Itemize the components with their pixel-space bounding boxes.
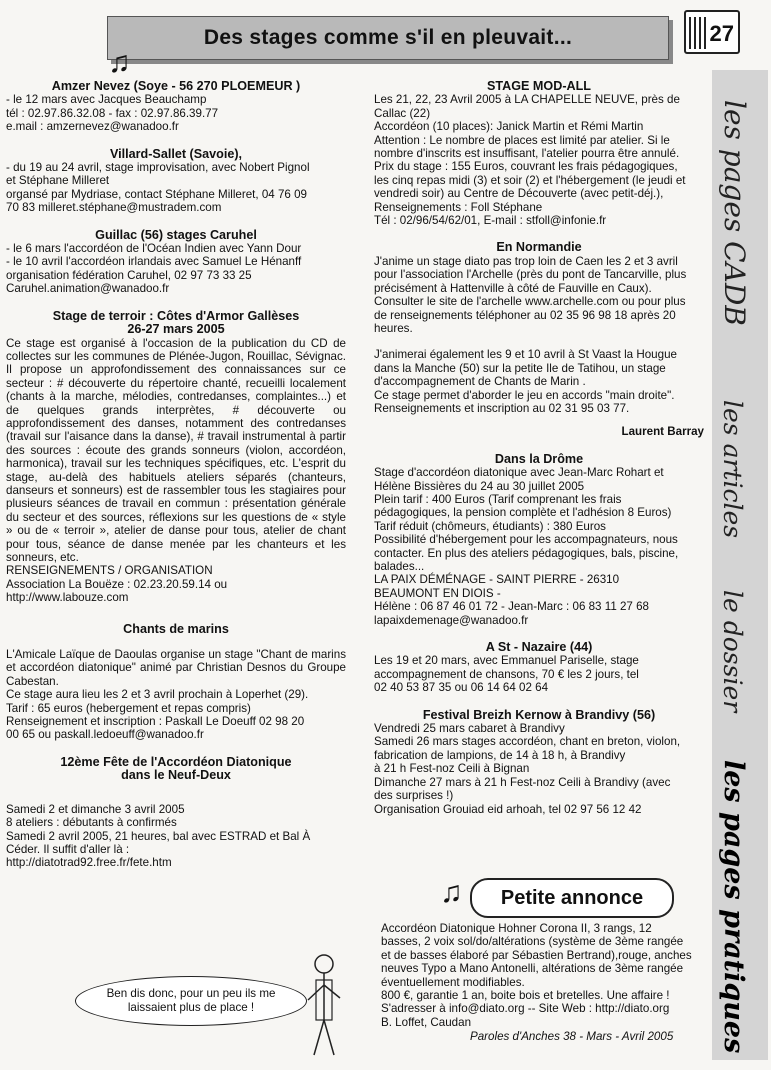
normandie-line: de renseignements téléphoner au 02 35 96 98 18 après 20 [374, 308, 676, 322]
drome-line: Hélène : 06 87 46 01 72 - Jean-Marc : 06 83 11 27 68 [374, 600, 650, 614]
sidebar-item-pages-pratiques: les pages pratiques [718, 760, 749, 1054]
villard-line: - du 19 au 24 avril, stage improvisation, avec Nobert Pignol [6, 161, 310, 175]
normandie-line: d'accompagnement de Chants de Marin . [374, 375, 586, 389]
fete-title: 12ème Fête de l'Accordéon Diatonique [60, 754, 292, 769]
amzer-title: Amzer Nevez (Soye - 56 270 PLOEMEUR ) [51, 79, 301, 93]
drome-line: Possibilité d'hébergement pour les accompagnateurs, nous [374, 533, 678, 547]
marins-line: Renseignement et inscription : Paskall Le Doeuff 02 98 20 [6, 715, 305, 729]
annonce-line: 800 €, garantie 1 an, boite bois et bretelles. Une affaire ! [381, 989, 670, 1003]
annonce-block [381, 922, 711, 1029]
modall-line: Renseignements : Foll Stéphane [374, 200, 543, 214]
page-number: 27 [684, 10, 740, 54]
modall-line: Tél : 02/96/54/62/01, E-mail : stfoll@infonie.fr [374, 214, 607, 228]
page-banner-title: Des stages comme s'il en pleuvait... [107, 16, 669, 60]
bubble-line: Ben dis donc, pour un peu ils me [106, 987, 276, 1000]
amzer-line: tél : 02.97.86.32.08 - fax : 02.97.86.39.77 [6, 106, 219, 120]
modall-line: nombre d'inscrits est insuffisant, l'atelier pourra être annulé. [374, 147, 680, 161]
speech-bubble [75, 976, 307, 1026]
fete-line: 8 ateliers : débutants à confirmés [6, 816, 177, 830]
villard-line: organsé par Mydriase, contact Stéphane Milleret, 04 76 09 [6, 187, 307, 201]
nazaire-title: A St - Nazaire (44) [485, 640, 593, 655]
fete-line: Céder. Il suffit d'aller là : [6, 842, 130, 856]
sidebar-item-dossier: le dossier [718, 590, 747, 713]
left-column [6, 80, 346, 870]
bubble-line: laissaient plus de place ! [127, 1001, 255, 1014]
amzer-line: - le 12 mars avec Jacques Beauchamp [6, 93, 207, 107]
guillac-line: - le 10 avril l'accordéon irlandais avec Samuel Le Hénanff [6, 255, 302, 269]
breizh-line: des surprises !) [374, 789, 454, 803]
amzer-line: e.mail : amzernevez@wanadoo.fr [6, 120, 179, 134]
nazaire-line: accompagnement de chansons, 70 € les 2 jours, tel [374, 667, 639, 681]
drome-line: Stage d'accordéon diatonique avec Jean-Marc Rohart et [374, 466, 664, 480]
drome-title: Dans la Drôme [494, 451, 584, 466]
breizh-line: Vendredi 25 mars cabaret à Brandivy [374, 722, 565, 736]
sidebar-item-pages-cadb: les pages CADB [718, 100, 751, 326]
drome-line: Plein tarif : 400 Euros (Tarif comprenant les frais [374, 492, 622, 506]
normandie-line: J'animerai également les 9 et 10 avril à St Vaast la Hougue [374, 348, 677, 362]
marins-title: Chants de marins [123, 621, 229, 636]
marins-line: 00 65 ou paskall.ledoeuff@wanadoo.fr [6, 728, 204, 742]
breizh-line: Samedi 26 mars stages accordéon, chant en breton, violon, [374, 735, 681, 749]
terroir-contact: http://www.labouze.com [6, 591, 129, 605]
modall-line: Accordéon (10 places): Janick Martin et Rémi Martin [374, 120, 644, 134]
petite-annonce-title: Petite annonce [470, 878, 674, 918]
breizh-line: Dimanche 27 mars à 21 h Fest-noz Ceili à Brandivy (avec [374, 775, 671, 789]
marins-line: Ce stage aura lieu les 2 et 3 avril prochain à Loperhet (29). [6, 688, 309, 702]
fete-subtitle: dans le Neuf-Deux [121, 768, 231, 783]
modall-line: les cinq repas midi (3) et soir (2) et l'hébergement (le jeudi et [374, 173, 686, 187]
breizh-line: à 21 h Fest-noz Ceili à Bignan [374, 762, 530, 776]
annonce-line: basses, 2 voix sol/do/altérations (système de 3ème rangée [381, 935, 684, 949]
fete-line: Samedi 2 avril 2005, 21 heures, bal avec ESTRAD et Bal À [6, 829, 311, 843]
normandie-title: En Normandie [496, 240, 582, 255]
annonce-line: éventuellement modifiables. [381, 975, 525, 989]
normandie-signature: Laurent Barray [621, 425, 704, 439]
drome-line: lapaixdemenage@wanadoo.fr [374, 613, 529, 627]
drome-line: balades... [374, 560, 425, 573]
drome-line: BEAUMONT EN DIOIS - [374, 586, 501, 600]
terroir-contact: RENSEIGNEMENTS / ORGANISATION [6, 564, 213, 578]
marins-body: L'Amicale Laïque de Daoulas organise un stage "Chant de marins et accordéon diatonique" animé par Christian Desnos du Groupe Cabestan. [6, 648, 346, 688]
music-note-icon: ♫ [108, 46, 131, 79]
terroir-contact: Association La Bouëze : 02.23.20.59.14 ou [6, 577, 228, 591]
villard-title: Villard-Sallet (Savoie), [109, 146, 243, 161]
breizh-title: Festival Breizh Kernow à Brandivy (56) [422, 707, 656, 722]
nazaire-line: 02 40 53 87 35 ou 06 14 64 02 64 [374, 681, 549, 695]
cartoon-figure-icon [300, 950, 350, 1060]
normandie-line: heures. [374, 321, 413, 335]
normandie-line: J'anime un stage diato pas trop loin de Caen les 2 et 3 avril [374, 254, 678, 268]
villard-line: 70 83 milleret.stéphane@mustradem.com [6, 201, 222, 215]
guillac-title: Guillac (56) stages Caruhel [95, 227, 257, 242]
normandie-line: précisément à Hattenville à côté de Fauville en Caux). [374, 281, 652, 295]
modall-line: vendredi soir) au Centre de Découverte (avec petit-déj.), [374, 187, 664, 201]
annonce-line: B. Loffet, Caudan [381, 1015, 472, 1029]
drome-line: Hélène Bissières du 24 au 30 juillet 2005 [374, 479, 585, 493]
drome-line: contacter. En plus des ateliers pédagogiques, bals, piscine, [374, 546, 679, 560]
guillac-line: organisation fédération Caruhel, 02 97 73 33 25 [6, 268, 252, 282]
fete-line: Samedi 2 et dimanche 3 avril 2005 [6, 802, 185, 816]
fete-line: http://diatotrad92.free.fr/fete.htm [6, 856, 172, 870]
modall-line: Prix du stage : 155 Euros, couvrant les frais pédagogiques, [374, 160, 678, 174]
drome-line: Tarif réduit (chômeurs, étudiants) : 380 Euros [374, 519, 606, 533]
normandie-line: Ce stage permet d'aborder le jeu en accords "main droite". [374, 388, 675, 402]
nazaire-line: Les 19 et 20 mars, avec Emmanuel Pariselle, stage [374, 654, 639, 668]
modall-title: STAGE MOD-ALL [486, 79, 591, 93]
modall-line: Les 21, 22, 23 Avril 2005 à LA CHAPELLE NEUVE, près de [374, 93, 680, 107]
right-column [374, 80, 704, 816]
guillac-line: - le 6 mars l'accordéon de l'Océan Indien avec Yann Dour [6, 242, 302, 256]
guillac-line: Caruhel.animation@wanadoo.fr [6, 282, 170, 296]
drome-line: pédagogiques, la pension complète et l'adhésion 8 Euros) [374, 506, 672, 520]
villard-line: et Stéphane Milleret [6, 174, 110, 188]
breizh-line: Organisation Grouiad eid arhoah, tel 02 97 56 12 42 [374, 802, 642, 816]
annonce-line: et de basses élaboré par Sébastien Bertrand),rouge, anches [381, 948, 692, 962]
terroir-body: Ce stage est organisé à l'occasion de la publication du CD de collectes sur les communes de Plénée-Jugon, Rouillac, Sévignac. Il propose un approfondissement des connaissances sur ce secteur : # découverte du répertoire chanté, recueilli localement (chants à la marche, mélodies, contredanses, complaintes...) et de quelques grands interprètes, # découverte ou approfondissement des danses, notamment des contredanses (travail sur l'aisance dans la danse), # travail instrumental à partir des sources : écoute des grands sonneurs (violon, accordéon, harmonica), travail sur les techniques spécifiques, etc. L'esprit du stage, au-delà des habituels ateliers séparés (chanteurs, danseurs et sonneurs) est de rassembler tous les stagiaires pour plusieurs séances de travail en commun : présentation générale du secteur et des sources, réflexions sur les questions de « style » ou de « terroir », atelier de danse pour tous, atelier de chant pour tous, séance de danse menée par les chanteurs et les sonneurs, etc. [6, 336, 346, 564]
terroir-title: Stage de terroir : Côtes d'Armor Gallèses [52, 308, 300, 323]
terroir-subtitle: 26-27 mars 2005 [127, 322, 225, 337]
normandie-line: Renseignements et inscription au 02 31 95 03 77. [374, 401, 630, 415]
breizh-line: fabrication de lampions, de 14 à 18 h, à Brandivy [374, 748, 626, 762]
modall-line: Callac (22) [374, 106, 431, 120]
annonce-line: S'adresser à info@diato.org -- Site Web : http://diato.org [381, 1002, 670, 1016]
annonce-line: Accordéon Diatonique Hohner Corona II, 3 rangs, 12 [381, 922, 652, 935]
modall-line: Attention : Le nombre de places est limité par atelier. Si le [374, 133, 670, 147]
drome-line: LA PAIX DÉMÉNAGE - SAINT PIERRE - 26310 [374, 573, 620, 587]
normandie-line: Consulter le site de l'archelle www.archelle.com ou pour plus [374, 295, 686, 309]
music-note-icon: ♫ [440, 876, 463, 909]
annonce-line: neuves Typo a Mano Antonelli, altérations de 3ème rangée [381, 962, 684, 976]
page-footer: Paroles d'Anches 38 - Mars - Avril 2005 [470, 1030, 674, 1043]
normandie-line: pour l'association l'Archelle (près du pont de Tancarville, plus [374, 268, 687, 282]
marins-line: Tarif : 65 euros (hebergement et repas compris) [6, 701, 251, 715]
sidebar-item-articles: les articles [718, 400, 747, 539]
normandie-line: dans la Manche (50) sur la petite Ile de Tatihou, un stage [374, 361, 666, 375]
